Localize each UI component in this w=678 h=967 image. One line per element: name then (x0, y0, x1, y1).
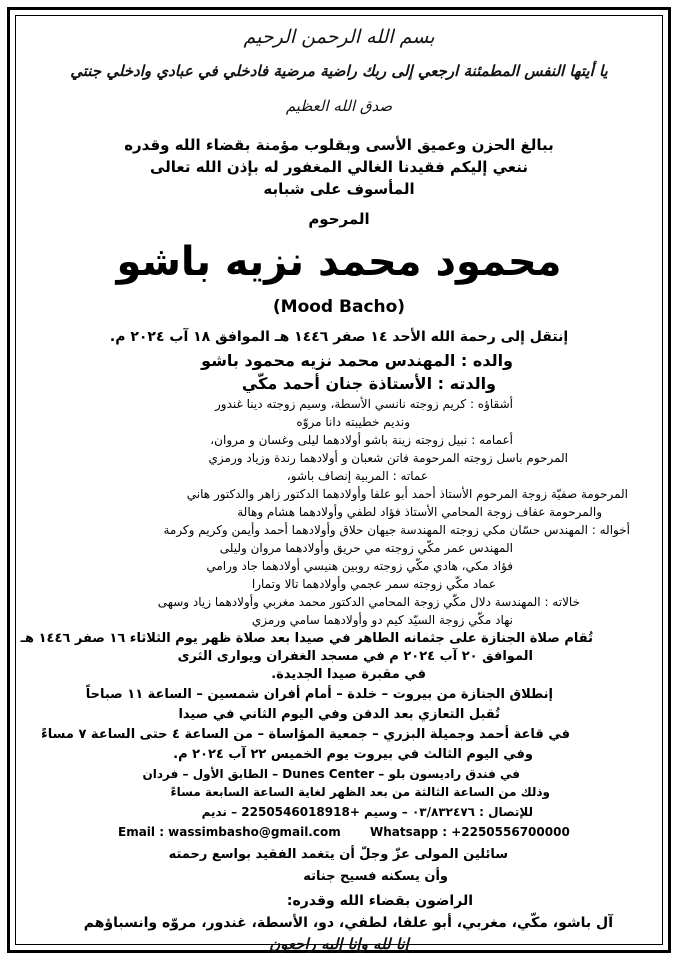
condolence-line-1: إنطلاق الجنازة من بيروت – خلدة – أمام أفران شمسين – الساعة ١١ صباحاً (85, 687, 553, 702)
family-line-11: عماد مكّي زوجته سمر عجمي وأولادهما تالا وتمارا (251, 577, 496, 591)
obituary-notice (7, 7, 671, 953)
closing-title: الراضون بقضاء الله وقدره: (286, 893, 473, 909)
condolence-line-3: في قاعة أحمد وجميلة البزري – جمعية المؤاساة – من الساعة ٤ حتى الساعة ٧ مساءً (41, 727, 570, 742)
funeral-line-1: تُقام صلاة الجنازة على جثمانه الطاهر في صيدا بعد صلاة ظهر يوم الثلاثاء ١٦ صفر ١٤٤٦ هـ (20, 631, 593, 646)
condolence-line-6: وذلك من الساعة الثالثة من بعد الظهر لغاية الساعة السابعة مساءً (170, 785, 550, 799)
family-line-8: أخواله : المهندس حسّان مكي زوجته المهندسة جيهان حلاق وأولادهما أحمد وأيمن وكريم وكرمة (163, 523, 630, 537)
intro-line-2: ننعي إليكم فقيدنا الغالي المغفور له بإذن الله تعالى (149, 158, 529, 176)
family-line-2: ونديم خطيبته دانا مروّه (296, 415, 410, 429)
family-line-6: المرحومة صفيّة زوجة المرحوم الأستاذ أحمد أبو علفا وأولادهما الدكتور زاهر والدكتور هاني (186, 487, 628, 501)
condolence-line-2: تُقبل التعازي بعد الدفن وفي اليوم الثاني في صيدا (178, 707, 500, 722)
family-line-1: أشقاؤه : كريم زوجته نانسي الأسطة، وسيم زوجته دينا غندور (215, 397, 513, 411)
family-line-7: والمرحومة عفاف زوجة المحامي الأستاذ فؤاد لطفي وأولادهما هشام وهالة (237, 505, 602, 519)
father-line: والده : المهندس محمد نزيه محمود باشو (201, 351, 513, 370)
family-line-10: فؤاد مكي، هادي مكّي زوجته روبين هنيسي أولادهما جاد ورامي (206, 559, 513, 573)
contact-line: للإتصال : ٠٣/٨٣٢٤٧٦ – وسيم +2250546018918 – نديم (201, 805, 533, 819)
deceased-name: محمود محمد نزيه باشو (116, 239, 562, 285)
death-line: إنتقل إلى رحمة الله الأحد ١٤ صفر ١٤٤٦ هـ الموافق ١٨ آب ٢٠٢٤ م. (109, 329, 569, 345)
condolence-line-4: وفي اليوم الثالث في بيروت يوم الخميس ٢٢ آب ٢٠٢٤ م. (173, 747, 533, 762)
whatsapp-number: Whatsapp : +2250556700000 (370, 825, 570, 839)
prayer-line-1: سائلين المولى عزّ وجلّ أن يتغمد الفقيد بواسع رحمته (168, 847, 508, 862)
deceased-latin-name: (Mood Bacho) (272, 297, 406, 317)
funeral-line-2: الموافق ٢٠ آب ٢٠٢٤ م في مسجد الغفران ويوارى الثرى (177, 649, 533, 664)
sadaqa-calligraphy: صدق الله العظيم (285, 97, 393, 115)
closing-families: آل باشو، مكّي، مغربي، أبو علفا، لطفي، دو، الأسطة، غندور، مروّه وانسباؤهم (83, 915, 613, 931)
prayer-line-2: وأن يسكنه فسيح جناته (303, 869, 448, 884)
family-line-3: أعمامه : نبيل زوجته زينة باشو أولادهما ليلى وغسان و مروان، (210, 433, 513, 447)
family-line-4: المرحوم باسل زوجته المرحومة فاتن شعبان و أولادهما رندة وزياد ورمزي (208, 451, 568, 465)
intro-line-4: المرحوم (308, 210, 370, 228)
family-line-12: خالاته : المهندسة دلال مكّي زوجة المحامي الدكتور محمد مغربي وأولادهما زياد وسهى (157, 595, 580, 609)
family-line-13: نهاد مكّي زوجة السيّد كيم دو وأولادهما سامي ورمزي (251, 613, 513, 627)
family-line-5: عماته : المربية إنصاف باشو، (286, 469, 428, 483)
verse-calligraphy: يا أيتها النفس المطمئنة ارجعي إلى ربك راضية مرضية فادخلي في عبادي وادخلي جنتي (70, 62, 608, 80)
closing-verse-calligraphy: إنا لله وإنا إليه راجعون (269, 935, 409, 953)
mother-line: والدته : الأستاذة جنان أحمد مكّي (241, 374, 496, 393)
intro-line-1: ببالغ الحزن وعميق الأسى وبقلوب مؤمنة بقضاء الله وقدره (124, 136, 554, 154)
funeral-line-3: في مقبرة صيدا الجديدة. (271, 667, 426, 682)
condolence-line-5: في فندق راديسون بلو – Dunes Center – الطابق الأول – فردان (142, 767, 520, 781)
intro-line-3: المأسوف على شبابه (263, 180, 415, 198)
basmala: بسم الله الرحمن الرحيم (243, 26, 435, 48)
family-line-9: المهندس عمر مكّي زوجته مي حريق وأولادهما مروان وليلى (219, 541, 513, 555)
email-address: Email : wassimbasho@gmail.com (118, 825, 341, 839)
